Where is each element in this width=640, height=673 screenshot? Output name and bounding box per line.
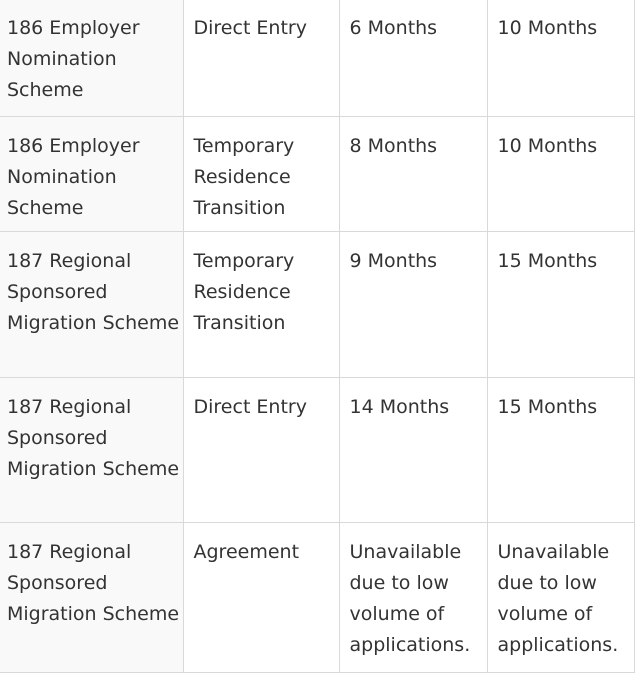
visa-subclass-cell: 187 Regional Sponsored Migration Scheme xyxy=(0,231,183,377)
processing-time-90-cell: 10 Months xyxy=(487,116,634,231)
processing-time-75-cell: 8 Months xyxy=(339,116,487,231)
processing-time-75-cell: Unavailable due to low volume of applications. xyxy=(339,522,487,672)
stream-cell: Temporary Residence Transition xyxy=(183,231,339,377)
processing-time-75-cell: 6 Months xyxy=(339,0,487,116)
processing-time-75-cell: 14 Months xyxy=(339,377,487,522)
table-row xyxy=(0,377,634,522)
processing-time-90-cell: 15 Months xyxy=(487,377,634,522)
visa-subclass-cell: 187 Regional Sponsored Migration Scheme xyxy=(0,377,183,522)
visa-subclass-cell: 186 Employer Nomination Scheme xyxy=(0,116,183,231)
processing-time-90-cell: 15 Months xyxy=(487,231,634,377)
processing-time-90-cell: Unavailable due to low volume of applications. xyxy=(487,522,634,672)
table-row xyxy=(0,116,634,231)
stream-cell: Direct Entry xyxy=(183,377,339,522)
stream-cell: Direct Entry xyxy=(183,0,339,116)
visa-subclass-cell: 187 Regional Sponsored Migration Scheme xyxy=(0,522,183,672)
processing-time-90-cell: 10 Months xyxy=(487,0,634,116)
processing-time-75-cell: 9 Months xyxy=(339,231,487,377)
visa-subclass-cell: 186 Employer Nomination Scheme xyxy=(0,0,183,116)
table-row xyxy=(0,522,634,672)
stream-cell: Agreement xyxy=(183,522,339,672)
table-row xyxy=(0,0,634,116)
stream-cell: Temporary Residence Transition xyxy=(183,116,339,231)
table-row xyxy=(0,231,634,377)
